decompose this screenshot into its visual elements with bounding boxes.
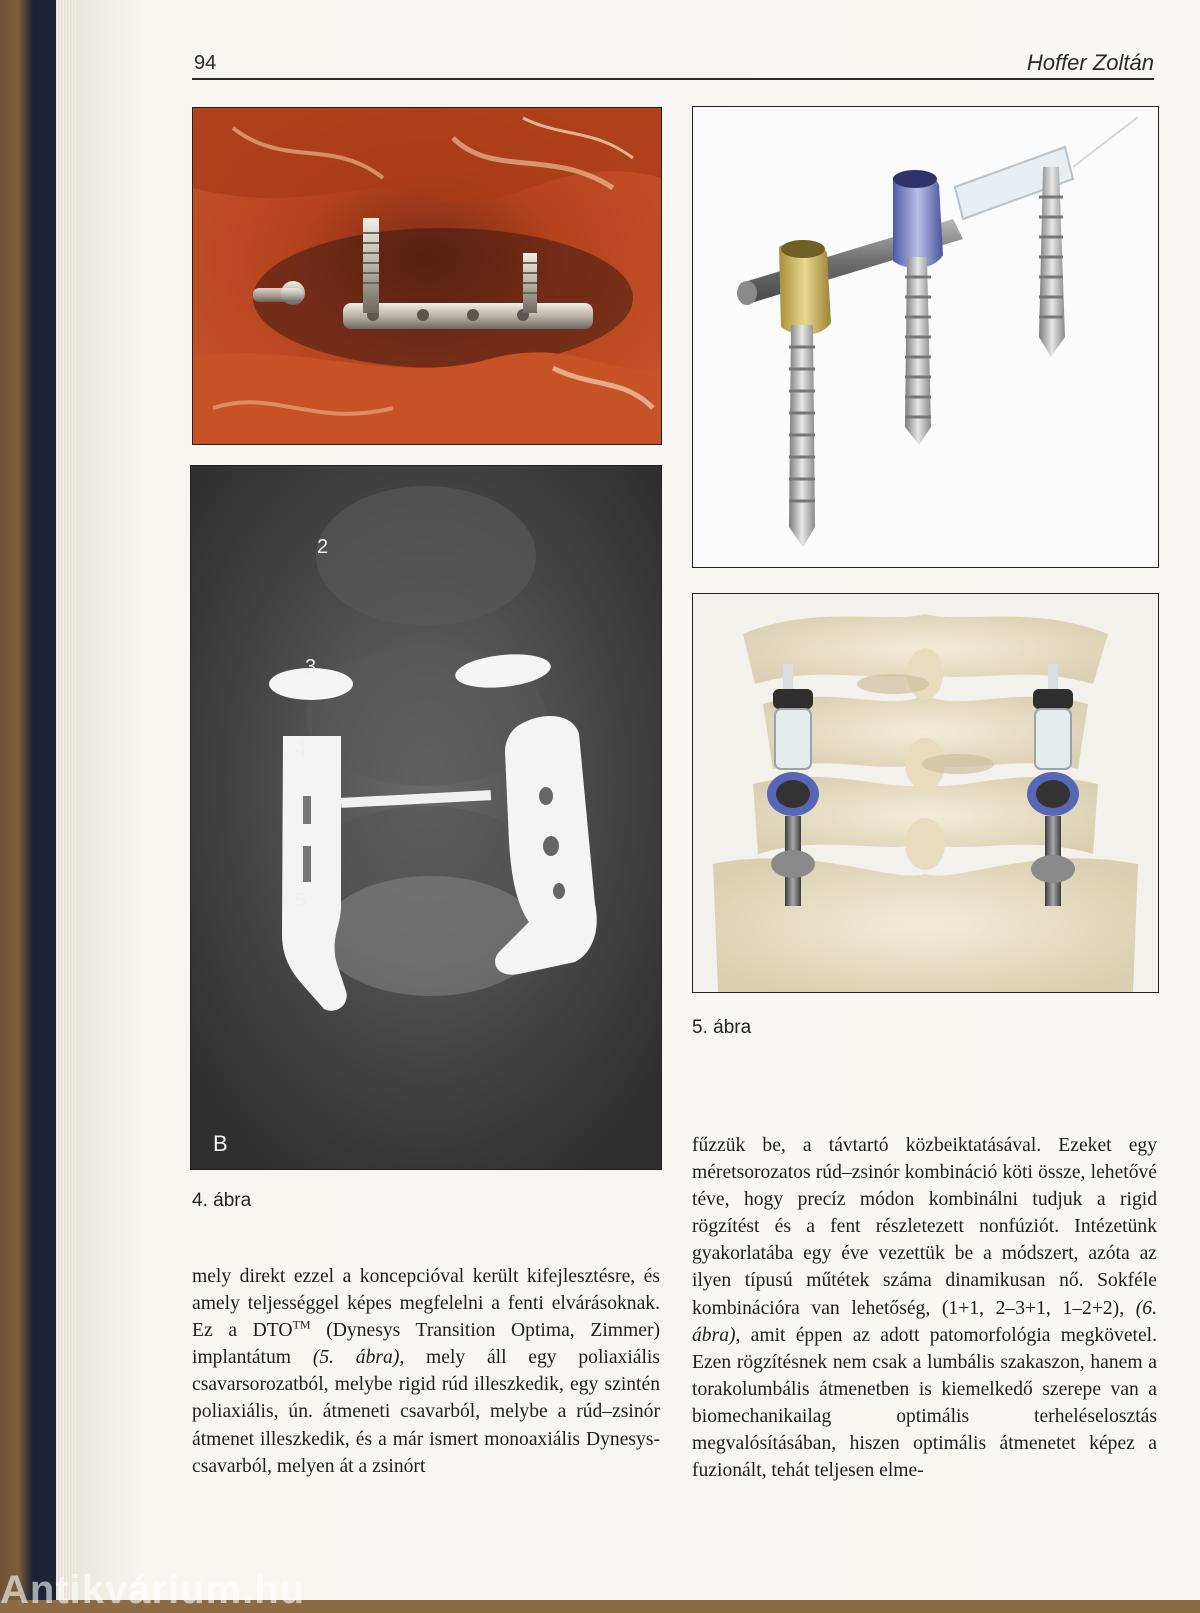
paragraph-text: (Dynesys Transition Optima, Zimmer) implantátum xyxy=(192,1320,660,1369)
surgical-photo-illustration xyxy=(193,108,661,444)
xray-level-label: 4 xyxy=(295,738,307,760)
figure-4a-surgical-photo xyxy=(192,107,662,445)
figure-reference: (5. ábra), xyxy=(312,1347,405,1369)
page-edges xyxy=(56,0,80,1600)
figure-4-caption: 4. ábra xyxy=(192,1190,252,1211)
trademark-superscript: TM xyxy=(292,1317,311,1332)
figure-4b-xray xyxy=(190,465,662,1170)
implant-illustration xyxy=(693,107,1158,567)
paragraph-text: mely áll egy poliaxiális csavarsorozatból, melybe rigid rúd illeszkedik, egy szintén poliaxiális, ún. átmeneti csavarból, melybe a rúd–zsinór átmenet illeszkedik, és a már ismert monoaxiális Dynesys-csavarból, melyen át a zsinórt xyxy=(192,1347,660,1477)
book-spine xyxy=(0,0,60,1600)
xray-level-label: 2 xyxy=(317,536,329,558)
figure-5-implant-render xyxy=(692,106,1159,568)
figure-reference: (6. ábra), xyxy=(692,1297,1157,1346)
body-text-right-column xyxy=(692,1132,1157,1484)
figure-5-caption: 5. ábra xyxy=(692,1017,752,1038)
body-text-left-column xyxy=(192,1263,660,1480)
page-number: 94 xyxy=(194,52,217,74)
paragraph-text: fűzzük be, a távtartó közbeiktatásával. Ezeket egy méretsorozatos rúd–zsinór kombináció köti össze, lehetővé téve, hogy precíz módon kombinálni tudjuk a rigid rögzítést és a fent részletezett nonfúziót. Intézetünk gyakorlatába egy éve vezettük be a módszert, azóta az ilyen típusú műtétek száma dinamikusan nő. Sokféle kombinációra van lehetőség, (1+1, 2–3+1, 1–2+2), xyxy=(692,1135,1157,1319)
watermark: Antikvárium.hu xyxy=(0,1568,306,1612)
page-header xyxy=(192,50,1154,90)
xray-level-label: 5 xyxy=(295,890,307,912)
panel-letter: B xyxy=(213,1131,228,1156)
paragraph-text: amit éppen az adott patomorfológia megkövetel. Ezen rögzítésnek nem csak a lumbális szakaszon, hanem a torakolumbális átmenetben is kiemelkedő szerepe van a biomechanikailag optimális terheléselosztás megvalósításában, hiszen optimális átmenetet képez a fuzionált, tehát teljesen elme- xyxy=(692,1324,1157,1482)
header-rule xyxy=(192,78,1154,80)
xray-illustration xyxy=(191,466,661,1169)
xray-level-label: 3 xyxy=(305,656,317,678)
paragraph-text: mely direkt ezzel a koncepcióval került kifejlesztésre, és amely teljességgel képes megfelelni a fenti elvárásoknak. Ez a DTO xyxy=(192,1266,660,1342)
figure-5-spine-model xyxy=(692,593,1159,993)
spine-model-illustration xyxy=(693,594,1158,992)
running-head-author: Hoffer Zoltán xyxy=(1026,50,1154,75)
